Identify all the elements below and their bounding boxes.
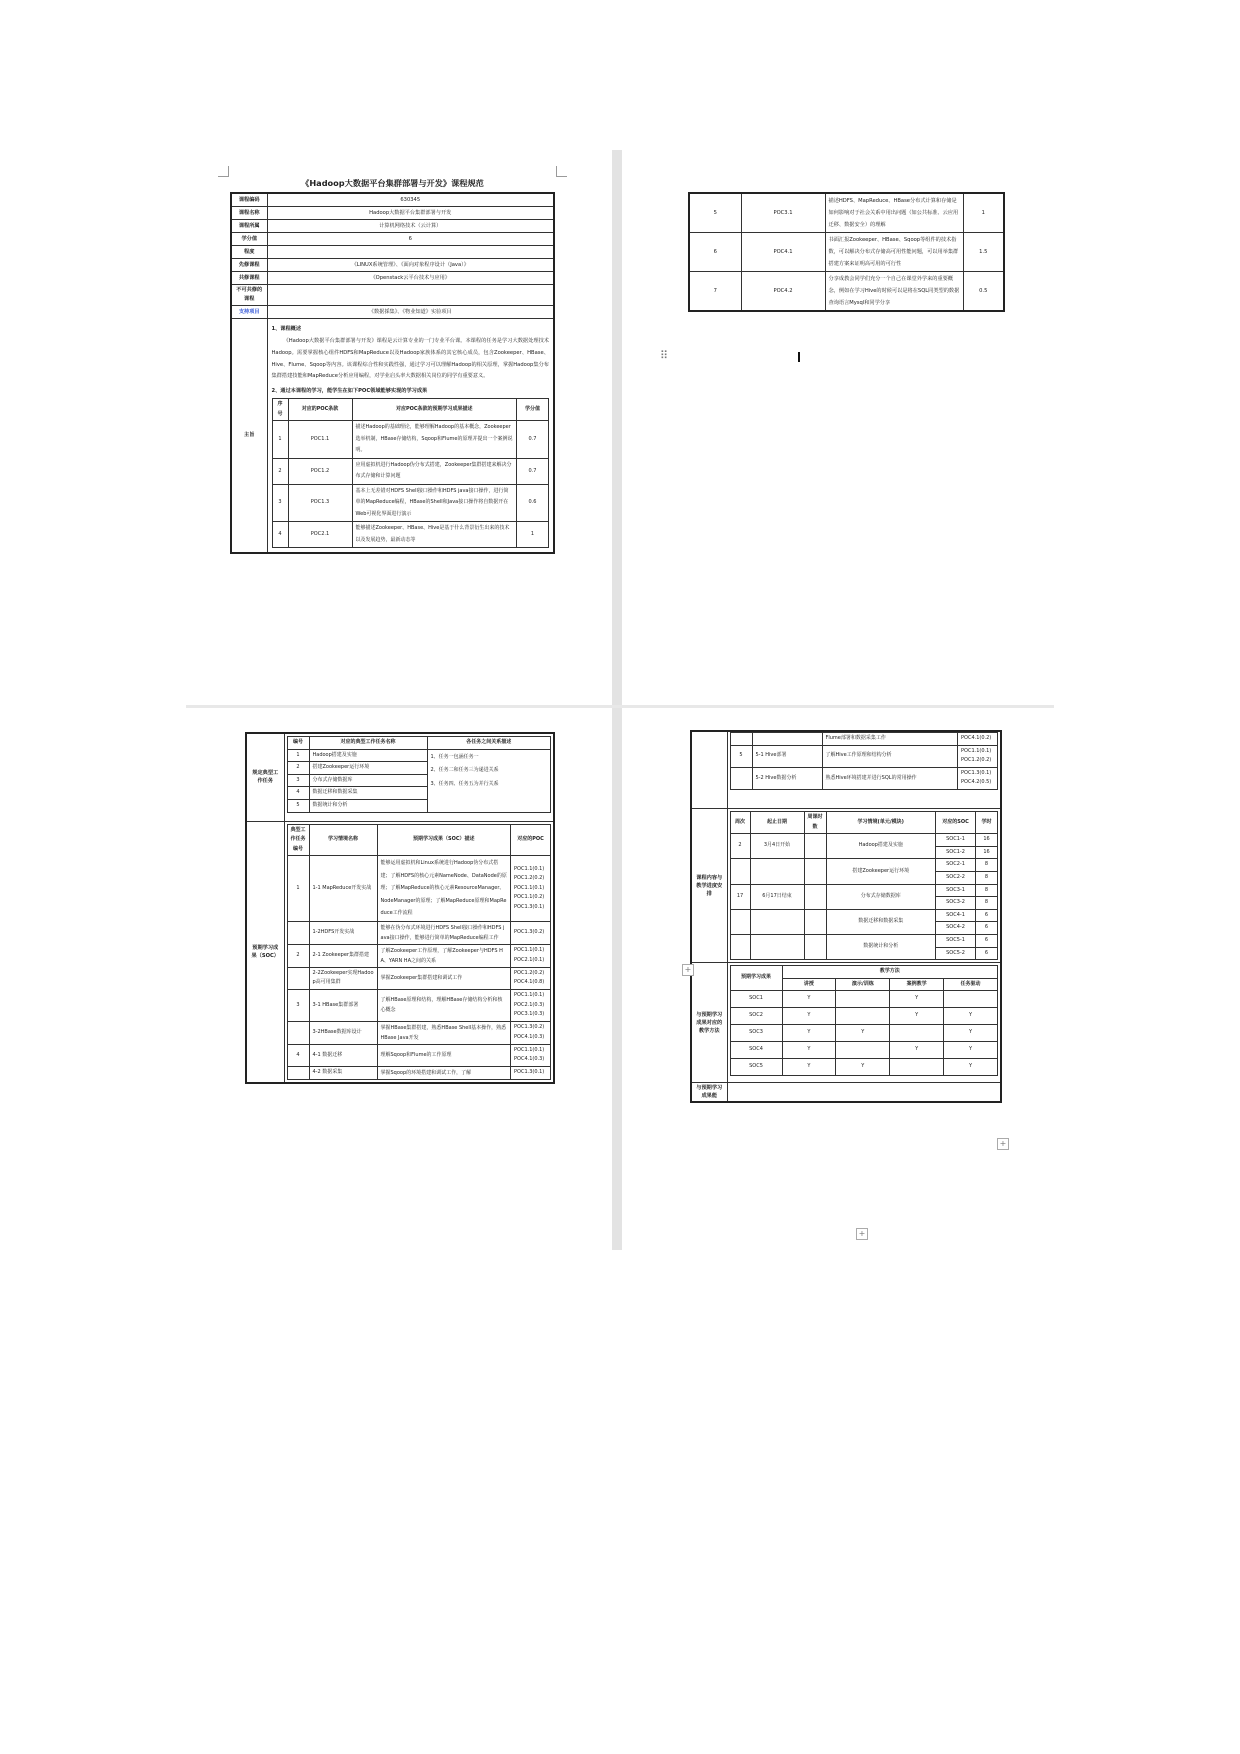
task-name: Hadoop搭建及实施 <box>309 749 427 762</box>
soc-desc: 了解HBase原理和结构，理解HBase存储结构分析和核心概念 <box>377 990 511 1022</box>
soc-label: 预期学习成果（SOC） <box>246 821 284 1083</box>
date: 6月17日结束 <box>750 884 804 909</box>
poc-no: 1 <box>272 421 288 459</box>
schedule-header: 学习情境(单元/模块) <box>826 811 936 833</box>
method-mark: Y <box>782 1025 836 1042</box>
soc-poc: POC1.1(0.1) POC2.1(0.1) <box>511 944 551 967</box>
poc-header: 序号 <box>272 399 288 421</box>
task-table <box>287 736 552 813</box>
document-title: 《Hadoop大数据平台集群部署与开发》课程规范 <box>301 178 484 188</box>
main-content <box>267 319 554 554</box>
table-row <box>287 749 551 762</box>
top-soc-cell <box>727 731 1001 808</box>
table-row <box>287 967 551 989</box>
soc-desc: 掌握Zookeeper集群搭建和调试工作 <box>377 967 511 989</box>
spec-row <box>231 246 554 259</box>
table-row <box>730 934 998 947</box>
soc-poc: POC4.1(0.2) <box>958 733 998 746</box>
task-header: 对应的典型工作任务名称 <box>309 737 427 750</box>
poc-header: 对应的POC条款 <box>288 399 352 421</box>
relation-item: 1、任务一包涵任务一 <box>430 753 479 760</box>
task-no: 5 <box>287 799 309 812</box>
method-table <box>730 965 999 1076</box>
unit: Hadoop搭建及实施 <box>826 834 936 859</box>
poc-desc: 描述HDFS、MapReduce、HBase分布式计算和存储是如何影响对于社会关系中用出问题（如公共标准、云应用迁移、数据安全）的理解 <box>825 193 963 233</box>
method-mark: Y <box>890 1042 944 1059</box>
task-no: 3 <box>287 774 309 787</box>
schedule-cell <box>727 808 1001 962</box>
hours: 8 <box>976 897 998 910</box>
spec-label: 支持项目 <box>231 306 267 319</box>
table-row <box>272 458 549 484</box>
method-mark: Y <box>836 1025 890 1042</box>
soc-desc: 了解Zookeeper工作原理，了解Zookeeper与HDFS HA、YARN HA之间的关系 <box>377 944 511 967</box>
soc-task-no: 2 <box>287 944 309 967</box>
poc-credit: 0.7 <box>517 458 549 484</box>
add-row-icon[interactable]: + <box>856 1228 868 1240</box>
soc-task-no <box>287 967 309 989</box>
text-cursor <box>798 352 800 362</box>
schedule-header: 对应的SOC <box>936 811 976 833</box>
table-row <box>287 990 551 1022</box>
spec-row <box>231 193 554 207</box>
soc-code: SOC3-2 <box>936 897 976 910</box>
spec-label: 先修课程 <box>231 259 267 272</box>
spec-value: 《数据採集》、《物业知道》实验项目 <box>267 306 554 319</box>
table-move-icon[interactable]: + <box>682 964 694 976</box>
soc-task-no: 5 <box>730 745 752 767</box>
soc-header: 典型工作任务编号 <box>287 824 309 856</box>
bottom-cell <box>727 1083 1001 1103</box>
hours: 8 <box>976 859 998 872</box>
poc-code: POC2.1 <box>288 522 352 548</box>
poc-credit: 0.5 <box>963 272 1004 312</box>
soc-task-no: 4 <box>287 1044 309 1066</box>
document-page-2 <box>660 192 1003 362</box>
week <box>730 859 750 884</box>
soc-desc: 能够运用虚拟机和Linux系统进行Hadoop伪分布式搭建；了解HDFS的核心元素NameNode、DataNode的原理；了解MapReduce的核心元素ResourceManager、NodeManager的原理；了解MapReduce原理和MapReduce工作流程 <box>377 856 511 922</box>
task-outer-table <box>245 732 555 1084</box>
spec-row <box>231 306 554 319</box>
spec-label: 课程编码 <box>231 193 267 207</box>
poc-no: 2 <box>272 458 288 484</box>
method-mark <box>836 1008 890 1025</box>
poc-credit: 0.7 <box>517 421 549 459</box>
poc-code: POC1.1 <box>288 421 352 459</box>
week <box>730 934 750 959</box>
poc-code: POC1.2 <box>288 458 352 484</box>
soc-desc: 理解Sqoop和Flume的工作原理 <box>377 1044 511 1066</box>
page-row-divider <box>186 705 1054 708</box>
schedule-header: 起止日期 <box>750 811 804 833</box>
soc-poc: POC1.1(0.1) POC4.1(0.3) <box>511 1044 551 1066</box>
spec-label: 课程名称 <box>231 207 267 220</box>
poc-heading: 2、通过本课程的学习，能学生在如下POC领域能够实现的学习成果 <box>271 388 428 395</box>
date <box>750 859 804 884</box>
soc-code: SOC5-2 <box>936 947 976 960</box>
hours: 6 <box>976 947 998 960</box>
method-soc: SOC5 <box>730 1059 782 1076</box>
hours: 8 <box>976 884 998 897</box>
poc-table <box>272 398 550 548</box>
unit: 数据迁移和数据采集 <box>826 909 936 934</box>
soc-desc: 熟悉Hive环境搭建并进行SQL的常用操作 <box>822 767 958 789</box>
soc-name: 3-2HBase数据库设计 <box>309 1021 377 1044</box>
method-mark: Y <box>782 1059 836 1076</box>
typical-task-label: 规定典型工作任务 <box>246 733 284 821</box>
method-mark: Y <box>782 1008 836 1025</box>
method-mark: Y <box>944 1059 998 1076</box>
method-soc: SOC4 <box>730 1042 782 1059</box>
task-header: 各任务之间关系描述 <box>427 737 551 750</box>
table-row <box>272 522 549 548</box>
method-mark: Y <box>836 1059 890 1076</box>
poc-credit: 1.5 <box>963 233 1004 272</box>
soc-header: 对应的POC <box>511 824 551 856</box>
method-mark: Y <box>944 1042 998 1059</box>
table-row <box>287 856 551 922</box>
schedule-table <box>730 811 999 960</box>
soc-name: 5-2 Hive数据分析 <box>752 767 822 789</box>
course-spec-table <box>230 192 555 554</box>
spec-value: 计算机网络技术（云计算） <box>267 220 554 233</box>
task-header: 编号 <box>287 737 309 750</box>
spec-label: 学分值 <box>231 233 267 246</box>
table-row <box>287 944 551 967</box>
soc-name: 1-1 MapReduce开发实战 <box>309 856 377 922</box>
soc-code: SOC4-2 <box>936 922 976 935</box>
table-row <box>730 1059 998 1076</box>
method-mark: Y <box>890 991 944 1008</box>
soc-code: SOC1-2 <box>936 846 976 859</box>
soc-task-no <box>287 921 309 944</box>
method-mark: Y <box>782 1042 836 1059</box>
soc-name: 5-1 Hive部署 <box>752 745 822 767</box>
bottom-label: 与预期学习成果能 <box>691 1083 727 1103</box>
poc-header: 学分值 <box>517 399 549 421</box>
hours: 16 <box>976 846 998 859</box>
method-cell <box>727 963 1001 1083</box>
method-mark <box>836 991 890 1008</box>
method-mark: Y <box>890 1008 944 1025</box>
hours: 6 <box>976 934 998 947</box>
table-row <box>287 1021 551 1044</box>
soc-poc: POC1.1(0.1) POC1.2(0.2) <box>958 745 998 767</box>
soc-name <box>752 733 822 746</box>
spec-row <box>231 233 554 246</box>
method-mark <box>890 1025 944 1042</box>
table-row <box>287 921 551 944</box>
soc-poc: POC1.3(0.1) <box>511 1067 551 1080</box>
week: 2 <box>730 834 750 859</box>
method-header-row <box>730 966 998 979</box>
table-row <box>730 859 998 872</box>
soc-name: 1-2HDFS开发实战 <box>309 921 377 944</box>
table-row <box>730 991 998 1008</box>
unit: 搭建Zookeeper运行环境 <box>826 859 936 884</box>
method-soc: SOC3 <box>730 1025 782 1042</box>
spec-label: 课程所属 <box>231 220 267 233</box>
spec-row <box>231 272 554 285</box>
soc-code: SOC3-1 <box>936 884 976 897</box>
method-col-header: 案例教学 <box>890 978 944 991</box>
hours: 6 <box>976 909 998 922</box>
method-label: 与预期学习成果对应的教学方法 <box>691 963 727 1083</box>
poc-desc: 基本上无差错对HDFS Shell接口操作和HDFS java接口操作，进行简单的MapReduce编程，HBase的Shell和Java接口操作将自数据开在Web可视化界面进行演示 <box>352 484 517 522</box>
weekly-hours <box>804 909 826 934</box>
drag-handle-icon[interactable]: ⠿ <box>660 349 669 362</box>
unit: 分布式存储数据库 <box>826 884 936 909</box>
task-cell <box>284 733 554 821</box>
task-no: 2 <box>287 762 309 775</box>
main-label: 主旨 <box>231 319 267 554</box>
table-row <box>272 421 549 459</box>
soc-task-no <box>287 1021 309 1044</box>
spec-row <box>231 285 554 306</box>
week: 17 <box>730 884 750 909</box>
spec-value <box>267 285 554 306</box>
relation-item: 3、任务四、任务五为并行关系 <box>430 780 499 787</box>
relation-item: 2、任务二和任务三为递进关系 <box>430 767 499 774</box>
poc-desc: 描述Hadoop的基础理论，能够理解Hadoop的基本概念，Zookeeper选举机制，HBase存储结构，Sqoop和Flume的原理并提出一个案例说明。 <box>352 421 517 459</box>
soc-desc: 了解Hive工作原理和结构分析 <box>822 745 958 767</box>
method-group-header: 教学方法 <box>782 966 998 979</box>
hours: 6 <box>976 922 998 935</box>
spec-value: 6 <box>267 233 554 246</box>
spec-value: 《Openstack云平台技术与应用》 <box>267 272 554 285</box>
table-row <box>730 767 998 789</box>
schedule-header: 周次 <box>730 811 750 833</box>
table-row <box>272 484 549 522</box>
method-soc-header: 预期学习成果 <box>730 966 782 991</box>
soc-name: 2-1 Zookeeper集群搭建 <box>309 944 377 967</box>
table-row <box>730 834 998 847</box>
task-name: 数据迁移和数据采集 <box>309 787 427 800</box>
hours: 8 <box>976 871 998 884</box>
soc-task-no <box>730 733 752 746</box>
document-page-4 <box>684 730 1007 1238</box>
spec-value: Hadoop大数据平台集群部署与开发 <box>267 207 554 220</box>
soc-poc: POC1.2(0.2) POC4.1(0.8) <box>511 967 551 989</box>
date <box>750 909 804 934</box>
date <box>750 934 804 959</box>
weekly-hours <box>804 934 826 959</box>
poc-header: 对应POC条款的预期学习成果描述 <box>352 399 517 421</box>
poc-no: 7 <box>689 272 741 312</box>
method-mark: Y <box>782 991 836 1008</box>
soc-code: SOC2-2 <box>936 871 976 884</box>
table-row <box>730 733 998 746</box>
task-relations <box>427 749 551 812</box>
soc-task-no <box>730 767 752 789</box>
soc-task-no <box>287 1067 309 1080</box>
table-row <box>689 193 1004 233</box>
soc-name: 4-2 数据采集 <box>309 1067 377 1080</box>
task-name: 搭建Zookeeper运行环境 <box>309 762 427 775</box>
soc-name: 4-1 数据迁移 <box>309 1044 377 1066</box>
week <box>730 909 750 934</box>
soc-name: 3-1 HBase集群部署 <box>309 990 377 1022</box>
soc-code: SOC2-1 <box>936 859 976 872</box>
soc-desc: 掌握HBase集群搭建，熟悉HBase Shell基本操作，熟悉HBase Java开发 <box>377 1021 511 1044</box>
spec-row <box>231 207 554 220</box>
poc-desc: 能够描述Zookeeper、HBase、Hive是基于什么背景衍生出来的技术以及发展趋势，最新动态等 <box>352 522 517 548</box>
poc-credit: 1 <box>963 193 1004 233</box>
date: 3月4日开始 <box>750 834 804 859</box>
method-col-header: 演示/训练 <box>836 978 890 991</box>
soc-code: SOC1-1 <box>936 834 976 847</box>
table-row <box>730 884 998 897</box>
soc-header: 学习情境名称 <box>309 824 377 856</box>
method-col-header: 任务驱动 <box>944 978 998 991</box>
soc-table <box>287 824 552 1080</box>
soc-desc: 能够在伪分布式环境进行HDFS Shell接口操作和HDFS java接口操作，能够进行简单的MapReduce编程工作 <box>377 921 511 944</box>
soc-task-no: 1 <box>287 856 309 922</box>
schedule-outer-table <box>690 730 1002 1103</box>
task-name: 分布式存储数据库 <box>309 774 427 787</box>
soc-code: SOC5-1 <box>936 934 976 947</box>
soc-code: SOC4-1 <box>936 909 976 922</box>
method-mark <box>836 1042 890 1059</box>
table-row <box>730 1008 998 1025</box>
poc-no: 4 <box>272 522 288 548</box>
soc-desc: 掌握Sqoop的环境搭建和调试工作，了解 <box>377 1067 511 1080</box>
top-left-cell <box>691 731 727 808</box>
spec-row <box>231 220 554 233</box>
table-row <box>730 1042 998 1059</box>
soc-poc: POC1.1(0.1) POC2.1(0.3) POC3.1(0.3) <box>511 990 551 1022</box>
poc-desc: 书面汇报Zookeeper、HBase、Sqoop等组件的技术指数，可以解决分布式存储高可用性能问题，可以用举集群搭建方案来证明高可用的可行性 <box>825 233 963 272</box>
method-mark <box>890 1059 944 1076</box>
margin-mark <box>556 166 567 177</box>
document-page-3 <box>245 732 555 1240</box>
task-name: 数据统计和分析 <box>309 799 427 812</box>
poc-code: POC4.2 <box>741 272 825 312</box>
poc-desc: 分享成教会同学们充分一个自己在课堂外学来的重要概念，例如在学习Hive的时候可以是将在SQL同类型的数据查询语言Mysql和同学分享 <box>825 272 963 312</box>
soc-header: 预期学习成果（SOC）描述 <box>377 824 511 856</box>
unit: 数据统计和分析 <box>826 934 936 959</box>
hours: 16 <box>976 834 998 847</box>
table-row <box>689 233 1004 272</box>
soc-poc: POC1.3(0.2) POC4.1(0.3) <box>511 1021 551 1044</box>
overview-text: 《Hadoop大数据平台集群部署与开发》课程是云计算专业的一门专业平台课。本课程的任务是学习大数据处理技术Hadoop。需要掌握核心组件HDFS和MapReduce以及Hadoop家族体系的其它核心成员，包含Zookeeper、HBase、Hive、Flume、Sqoop等内容。该课程综合性和实践性强，通过学习可以理解Hadoop的相关原理，掌握Hadoop集分布集群搭建技能和MapReduce分析应用编程，对学业启头率大数据相关岗位的同学有重要意义。 <box>271 338 549 380</box>
spec-value <box>267 246 554 259</box>
task-no: 1 <box>287 749 309 762</box>
poc-no: 5 <box>689 193 741 233</box>
poc-code: POC1.3 <box>288 484 352 522</box>
table-row <box>287 1044 551 1066</box>
method-soc: SOC1 <box>730 991 782 1008</box>
poc-credit: 0.6 <box>517 484 549 522</box>
soc-name: 2-2Zookeeper实现Hadoop高可用集群 <box>309 967 377 989</box>
poc-desc: 应用虚拟机进行Hadoop伪分布式搭建，Zookeeper集群搭建来解决分布式存储和计算问题 <box>352 458 517 484</box>
poc-code: POC3.1 <box>741 193 825 233</box>
task-no: 4 <box>287 787 309 800</box>
method-soc: SOC2 <box>730 1008 782 1025</box>
poc-credit: 1 <box>517 522 549 548</box>
soc-desc: Flume部署和数据采集工作 <box>822 733 958 746</box>
weekly-hours <box>804 834 826 859</box>
spec-row <box>231 259 554 272</box>
page-column-divider <box>612 150 622 1250</box>
table-row <box>730 1025 998 1042</box>
spec-value: 630345 <box>267 193 554 207</box>
method-mark: Y <box>944 1008 998 1025</box>
weekly-hours <box>804 884 826 909</box>
poc-code: POC4.1 <box>741 233 825 272</box>
method-col-header: 讲授 <box>782 978 836 991</box>
spec-value: 《LINUX系统管理》、《面向对象程序设计（Java）》 <box>267 259 554 272</box>
soc-poc: POC1.1(0.1) POC1.2(0.2) POC1.1(0.1) POC1.1(0.2) POC1.3(0.1) <box>511 856 551 922</box>
spec-label: 程度 <box>231 246 267 259</box>
schedule-label: 课程内容与教学进度安排 <box>691 808 727 962</box>
table-row <box>287 1067 551 1080</box>
poc-table-continued <box>688 192 1005 312</box>
overview-heading: 1、课程概述 <box>271 326 302 332</box>
soc-poc: POC1.3(0.2) <box>511 921 551 944</box>
table-row <box>730 745 998 767</box>
method-mark <box>944 991 998 1008</box>
method-mark: Y <box>944 1025 998 1042</box>
table-row <box>730 909 998 922</box>
poc-no: 3 <box>272 484 288 522</box>
spec-label: 不可共修的课程 <box>231 285 267 306</box>
margin-mark <box>218 166 229 177</box>
soc-poc: POC1.3(0.1) POC4.2(0.5) <box>958 767 998 789</box>
soc-cell <box>284 821 554 1083</box>
schedule-header: 周课时数 <box>804 811 826 833</box>
poc-no: 6 <box>689 233 741 272</box>
soc-table-continued <box>730 732 999 790</box>
schedule-header: 学时 <box>976 811 998 833</box>
table-row <box>689 272 1004 312</box>
add-column-icon[interactable]: + <box>997 1138 1009 1150</box>
weekly-hours <box>804 859 826 884</box>
spec-label: 共修课程 <box>231 272 267 285</box>
document-page-1 <box>230 178 555 688</box>
soc-task-no: 3 <box>287 990 309 1022</box>
